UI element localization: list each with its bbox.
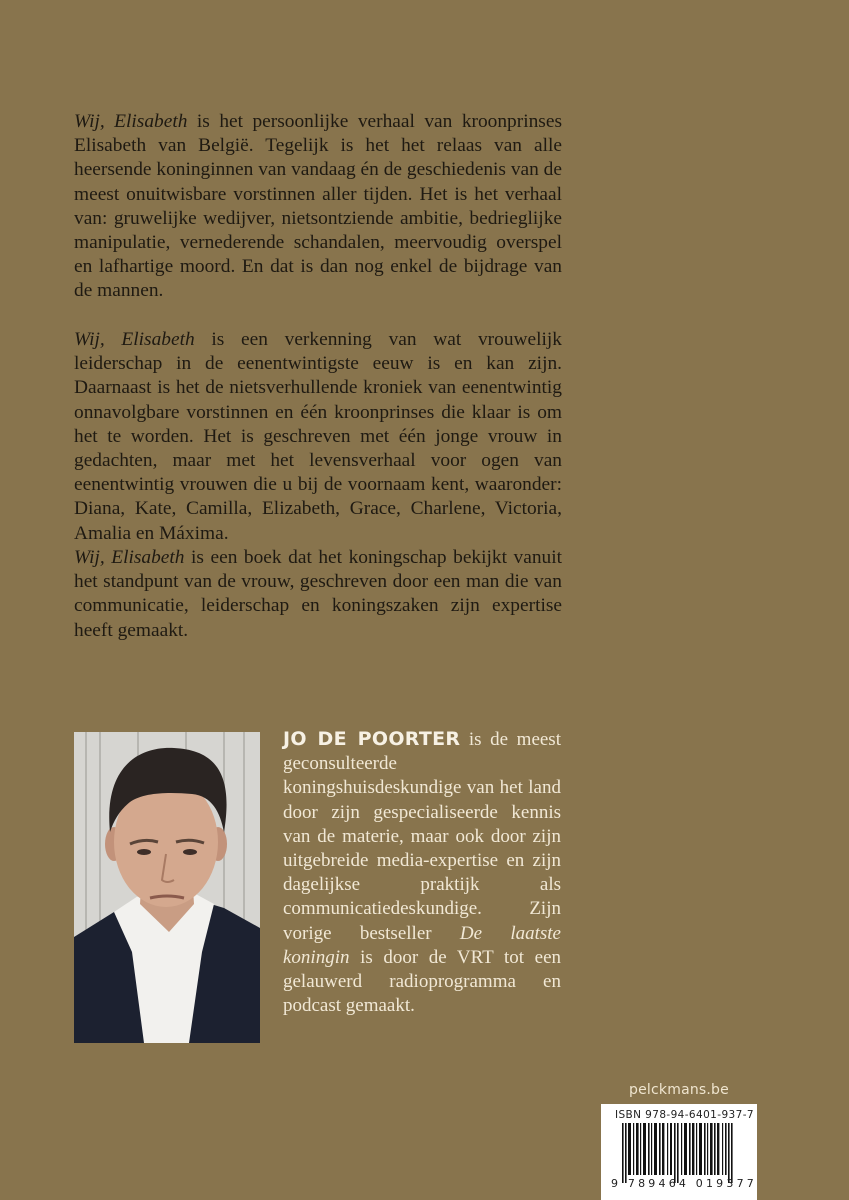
isbn-barcode-box bbox=[601, 1104, 757, 1200]
blurb-text: is een verkenning van wat vrouwelijk leiderschap in de eenentwintigste eeuw is en kan zijn. Daarnaast is het de nietsverhullende kroniek van eenentwintig onnavolgbare vorstinnen en één kroonprinses die klaar is om het te worden. Het is geschreven met één jonge vrouw in gedachten, maar met het levensverhaal voor ogen van eenentwintig vrouwen die u bij de voornaam kent, waaronder: Diana, Kate, Camilla, Elizabeth, Grace, Charlene, Victoria, Amalia en Máxima. bbox=[74, 329, 562, 544]
author-name: JO DE POORTER bbox=[283, 728, 461, 750]
book-title-italic: Wij, Elisabeth bbox=[74, 111, 188, 132]
isbn-label: ISBN 978-94-6401-937-7 bbox=[615, 1109, 754, 1121]
blurb-paragraph-2 bbox=[74, 328, 562, 546]
book-title-italic: Wij, Elisabeth bbox=[74, 329, 195, 350]
ean-digits: 9 789464 019377 bbox=[611, 1177, 757, 1190]
author-photo bbox=[74, 732, 260, 1043]
publisher-website: pelckmans.be bbox=[629, 1082, 729, 1098]
blurb-paragraph-3 bbox=[74, 546, 562, 643]
previous-book-title: De laatste koningin bbox=[283, 922, 561, 968]
blurb-text: is een boek dat het koningschap bekijkt vanuit het standpunt van de vrouw, geschreven door een man die van communicatie, leiderschap en koningszaken zijn expertise heeft gemaakt. bbox=[74, 547, 562, 641]
author-bio-text: is de meest geconsulteerde koningshuisdeskundige van het land door zijn gespecialiseerde kennis van de materie, maar ook door zijn uitgebreide media-expertise en zijn dagelijkse praktijk als communicatiedeskundige. Zijn vorige bestseller bbox=[283, 729, 561, 944]
blurb-paragraph-1 bbox=[74, 110, 562, 304]
blurb-text: is het persoonlijke verhaal van kroonprinses Elisabeth van België. Tegelijk is het het relaas van alle heersende koninginnen van vandaag én de geschiedenis van de meest onuitwisbare vorstinnen aller tijden. Het is het verhaal van: gruwelijke wedijver, nietsontziende ambitie, bedrieglijke manipulatie, vernederende schandalen, meervoudig overspel en lafhartige moord. En dat is dan nog enkel de bijdrage van de mannen. bbox=[74, 111, 562, 302]
author-portrait-illustration bbox=[74, 732, 260, 1043]
book-title-italic: Wij, Elisabeth bbox=[74, 547, 185, 568]
author-bio-text-end: is door de VRT tot een gelauwerd radioprogramma en podcast gemaakt. bbox=[283, 946, 561, 1017]
author-bio bbox=[283, 727, 561, 1018]
